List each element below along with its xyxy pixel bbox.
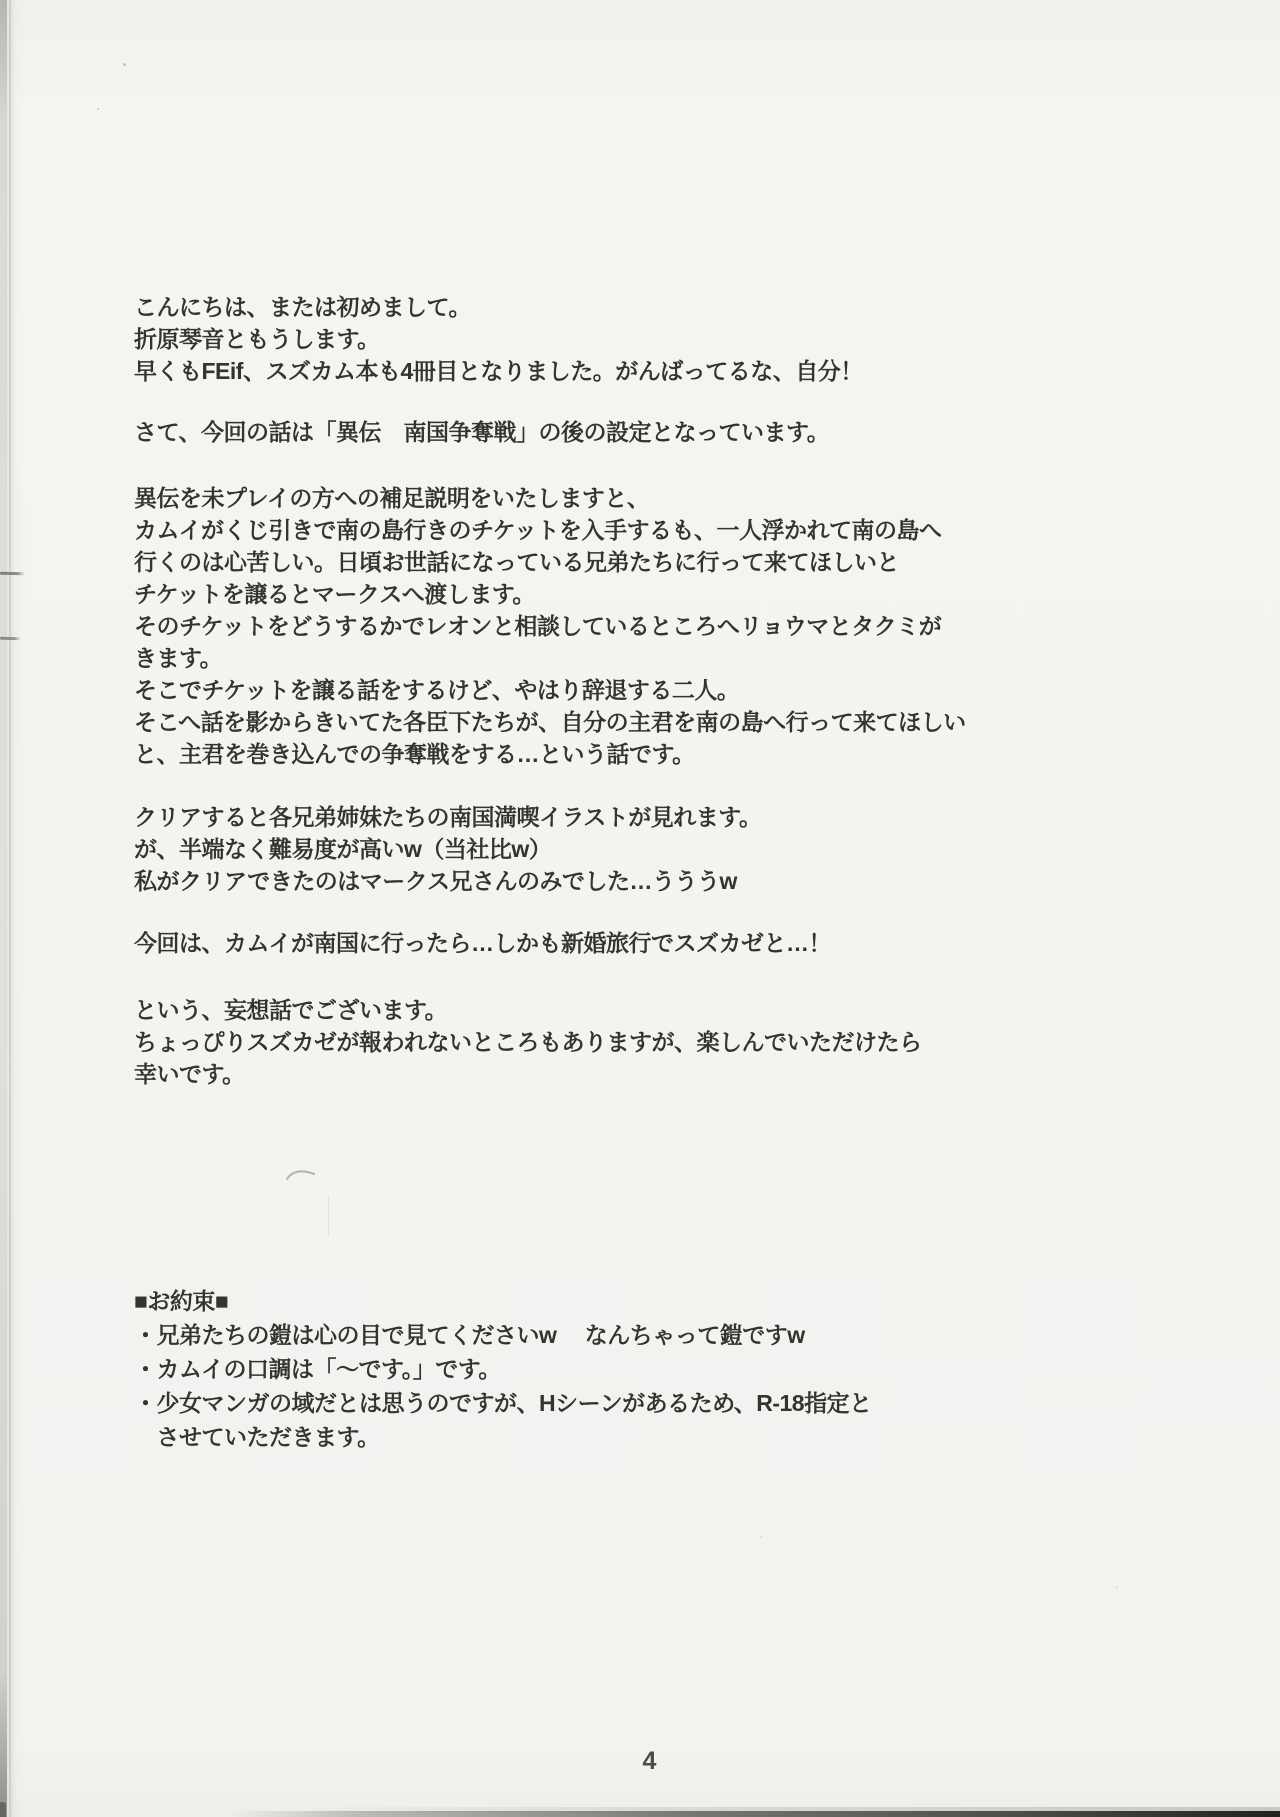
text-line: 異伝を未プレイの方への補足説明をいたしますと、: [134, 485, 650, 511]
text-line: 今回は、カムイが南国に行ったら…しかも新婚旅行でスズカゼと…！: [134, 930, 832, 956]
text-line: 早くもFEif、スズカム本も4冊目となりました。がんばってるな、自分！: [134, 358, 863, 384]
text-line: ・兄弟たちの鎧は心の目で見てくださいw なんちゃって鎧ですw: [134, 1322, 805, 1348]
pen-stroke-mark: [286, 1166, 318, 1184]
binding-fold-line: [9, 0, 11, 1817]
theme-paragraph: [134, 927, 831, 959]
text-line: ちょっぴりスズカゼが報われないところもありますが、楽しんでいただけたら: [134, 1029, 922, 1055]
intro-paragraph: [134, 291, 863, 387]
paper-speck: [760, 1536, 762, 1538]
text-line: クリアすると各兄弟姉妹たちの南国満喫イラストが見れます。: [134, 804, 762, 830]
text-line: きます。: [134, 645, 223, 671]
synopsis-paragraph: [134, 482, 966, 770]
faint-scratch-mark: [328, 1196, 329, 1236]
text-line: カムイがくじ引きで南の島行きのチケットを入手するも、一人浮かれて南の島へ: [134, 517, 942, 543]
text-line: チケットを譲るとマークスへ渡します。: [134, 581, 535, 607]
text-line: 幸いです。: [134, 1061, 245, 1087]
paper-speck: [123, 63, 126, 66]
left-edge-tick-mark: [0, 637, 21, 641]
left-scan-edge-shadow: [0, 0, 7, 1817]
text-line: ・カムイの口調は「～です。」です。: [134, 1356, 501, 1382]
rules-section: [134, 1284, 872, 1454]
closing-paragraph: [134, 994, 922, 1090]
text-line: そこでチケットを譲る話をするけど、やはり辞退する二人。: [134, 677, 740, 703]
text-line: が、半端なく難易度が高いw（当社比w）: [134, 836, 552, 862]
text-line: と、主君を巻き込んでの争奪戦をする…という話です。: [134, 741, 695, 767]
text-line: させていただきます。: [134, 1424, 380, 1450]
page-number: 4: [642, 1747, 657, 1775]
setting-paragraph: [134, 416, 829, 448]
left-edge-tick-mark: [0, 572, 25, 576]
text-line: 折原琴音ともうします。: [134, 326, 380, 352]
text-line: 行くのは心苦しい。日頃お世話になっている兄弟たちに行って来てほしいと: [134, 549, 899, 575]
text-line: さて、今回の話は「異伝 南国争奪戦」の後の設定となっています。: [134, 419, 830, 445]
bottom-scan-edge: [0, 1811, 1280, 1817]
bottom-left-corner-mark: [0, 1802, 6, 1817]
gallery-note-paragraph: [134, 801, 761, 897]
text-line: こんにちは、または初めまして。: [134, 294, 472, 320]
paper-speck: [97, 108, 99, 110]
paper-speck: [1116, 1586, 1118, 1588]
text-line: ・少女マンガの域だとは思うのですが、Hシーンがあるため、R-18指定と: [134, 1390, 872, 1416]
text-line: 私がクリアできたのはマークス兄さんのみでした…うううw: [134, 868, 737, 894]
text-line: そこへ話を影からきいてた各臣下たちが、自分の主君を南の島へ行って来てほしい: [134, 709, 966, 735]
text-line: そのチケットをどうするかでレオンと相談しているところへリョウマとタクミが: [134, 613, 942, 639]
text-line: という、妄想話でございます。: [134, 997, 448, 1023]
rules-heading: ■お約束■: [134, 1288, 229, 1314]
